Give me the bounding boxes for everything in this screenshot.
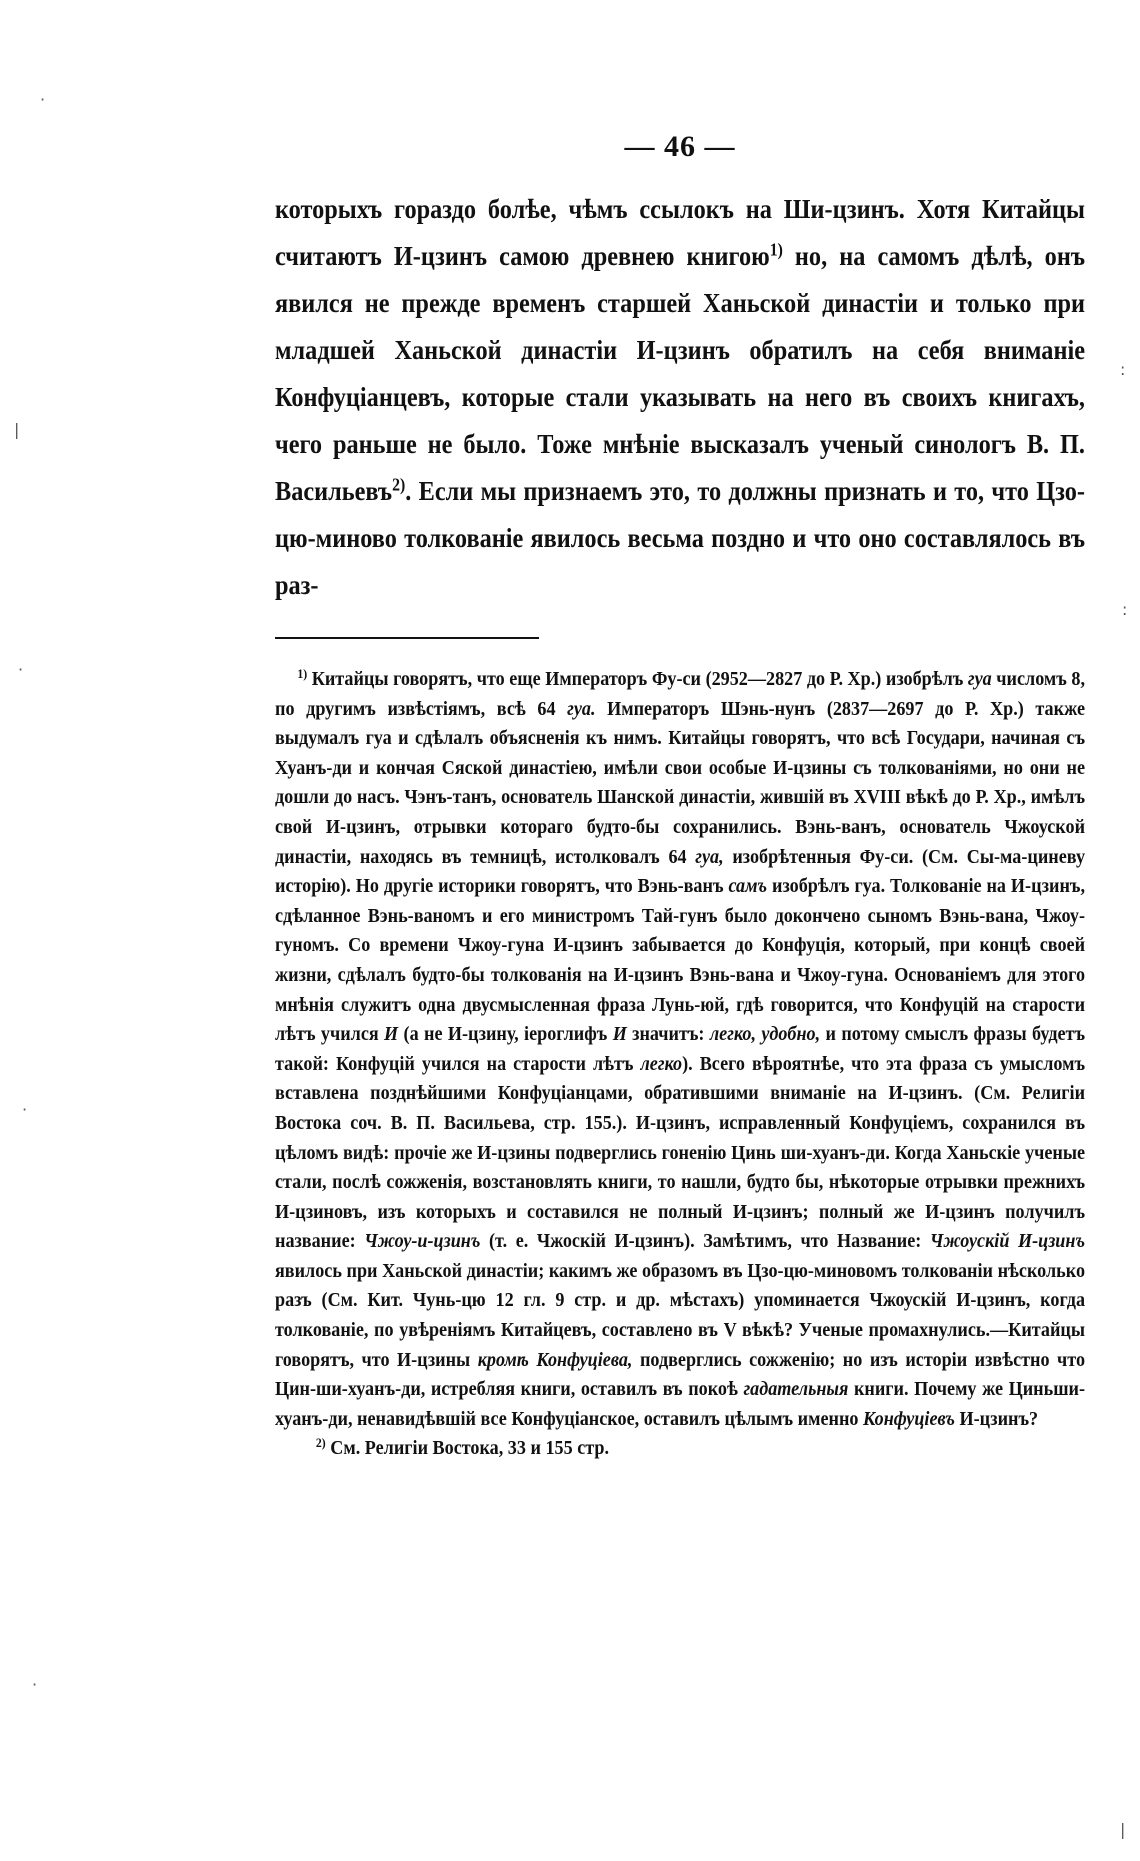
footnote-italic: гуа,: [695, 846, 724, 868]
footnote-ref-1[interactable]: 1): [769, 239, 783, 260]
footnote-italic: Чжоу-и-цзинъ: [364, 1231, 481, 1253]
footnotes: [275, 665, 1085, 1464]
scan-speck: |: [1120, 1820, 1126, 1839]
footnote-text: значитъ:: [626, 1024, 710, 1046]
footnote-1: [275, 665, 1085, 1434]
footnote-2-text: См. Религiи Востока, 33 и 155 стр.: [325, 1438, 610, 1460]
scan-speck: |: [14, 420, 20, 439]
footnote-italic: кромѣ Конфуцiева,: [477, 1349, 633, 1371]
scan-speck: :: [1122, 600, 1128, 619]
footnote-italic: гуа: [967, 669, 992, 690]
footnote-text: И-цзинъ?: [954, 1408, 1039, 1430]
footnote-italic: легко: [640, 1053, 683, 1075]
main-text-part-2: но, на самомъ дѣлѣ, онъ явился не прежде временъ старшей Ханьской династiи и только при младшей Ханьской династiи И-цзинъ обратилъ на себя вниманiе Конфуцiанцевъ, которые стали указывать на него въ своихъ книгахъ, чего раньше не было. Тоже мнѣнiе высказалъ ученый синологъ В. П. Васильевъ: [275, 241, 1085, 506]
footnote-1-marker: 1): [297, 667, 308, 682]
footnote-2: [275, 1434, 1085, 1464]
footnote-italic: И: [384, 1024, 399, 1046]
footnote-text: Императоръ Шэнь-нунъ (2837—2697 до Р. Хр.) также выдумалъ гуа и сдѣлалъ объясненiя къ нимъ. Китайцы говорятъ, что всѣ Государи, начиная съ Хуанъ-ди и кончая Сяской династiею, имѣли свои особые И-цзины съ толкованiями, но они не дошли до насъ. Чэнъ-танъ, основатель Шанской династiи, жившiй въ XVIII вѣкѣ до Р. Хр., имѣлъ свой И-цзинъ, отрывки котораго будто-бы сохранились. Вэнь-ванъ, основатель Чжоуской династiи, находясь въ темницѣ, истолковалъ 64: [275, 698, 1086, 868]
main-text-part-3: . Если мы признаемъ это, то должны признать и то, что Цзо-цю-миново толкованiе явилось весьма поздно и что оно составлялось въ раз-: [275, 476, 1085, 600]
page-number: — 46 —: [624, 130, 736, 163]
footnote-text: ). Всего вѣроятнѣе, что эта фраза съ умысломъ вставлена позднѣйшими Конфуцiанцами, обратившими вниманiе на И-цзинъ. (См. Религiи Востока соч. В. П. Васильева, стр. 155.). И-цзинъ, исправленный Конфуцiемъ, сохранился въ цѣломъ видѣ: прочiе же И-цзины подверглись гоненiю Цинь ши-хуанъ-ди. Когда Ханьскiе ученые стали, послѣ сожженiя, возстановлять книги, то нашли, будто бы, нѣкоторые отрывки прежнихъ И-цзиновъ, изъ которыхъ и составился не полный И-цзинъ; полный же И-цзинъ получилъ название:: [275, 1053, 1086, 1253]
scan-speck: ·: [18, 660, 24, 679]
footnote-italic: Чжоускiй И-цзинъ: [929, 1231, 1086, 1253]
footnote-ref-2[interactable]: 2): [392, 474, 406, 495]
footnote-text: явилось при Ханьской династiи; какимъ же образомъ въ Цзо-цю-миновомъ толкованiи нѣсколько разъ (См. Кит. Чунь-цю 12 гл. 9 стр. и др. мѣстахъ) упоминается Чжоускiй И-цзинъ, когда толкованiе, по увѣренiямъ Китайцевъ, составлено въ V вѣкѣ? Ученые промахнулись.—Китайцы говорятъ, что И-цзины: [275, 1260, 1086, 1371]
page: [275, 130, 1085, 1464]
scan-speck: ·: [40, 90, 46, 109]
footnote-italic: гуа.: [567, 698, 596, 720]
footnote-text: изобрѣтенныя Фу-си. (См. Сы-ма-циневу исторiю). Но другiе историки говорятъ, что Вэнь-ванъ: [275, 846, 1086, 898]
footnote-separator: [275, 637, 539, 639]
main-text-part-1: которыхъ гораздо болѣе, чѣмъ ссылокъ на Ши-цзинъ. Хотя Китайцы считаютъ И-цзинъ самою древнею книгою: [275, 194, 1085, 271]
scan-speck: ·: [32, 1675, 38, 1694]
footnote-text: Китайцы говорятъ, что еще Императоръ Фу-си (2952—2827 до Р. Хр.) изобрѣлъ: [307, 669, 968, 690]
footnote-italic: легко, удобно,: [709, 1024, 821, 1046]
footnote-italic: Конфуцiевъ: [863, 1408, 955, 1430]
footnote-text: и потому смыслъ фразы будетъ такой: Конфуцiй учился на старости лѣтъ: [275, 1024, 1086, 1075]
footnote-italic: самъ: [728, 876, 768, 898]
footnote-text: изобрѣлъ гуа. Толкованiе на И-цзинъ, сдѣланное Вэнь-ваномъ и его министромъ Тай-гунъ было докончено сыномъ Вэнь-вана, Чжоу-гуномъ. Со времени Чжоу-гуна И-цзинъ забывается до Конфуцiя, который, при концѣ своей жизни, сдѣлалъ будто-бы толкованiя на И-цзинъ Вэнь-вана и Чжоу-гуна. Основанiемъ для этого мнѣнiя служитъ одна двусмысленная фраза Лунь-юй, гдѣ говорится, что Конфуцiй на старости лѣтъ учился: [275, 876, 1086, 1046]
footnote-italic: гадательныя: [743, 1379, 849, 1401]
footnote-text: книги. Почему же Циньши-хуанъ-ди, ненавидѣвшiй все Конфуцiанское, оставилъ цѣлымъ именно: [275, 1379, 1086, 1430]
footnote-text: подверглись сожженiю; но изъ исторiи извѣстно что Цин-ши-хуанъ-ди, истребляя книги, оставилъ въ покоѣ: [275, 1349, 1086, 1401]
footnote-text: (а не И-цзину, iероглифъ: [398, 1024, 613, 1046]
main-text: [275, 186, 1085, 609]
footnote-text: (т. е. Чжоскiй И-цзинъ). Замѣтимъ, что Название:: [480, 1231, 930, 1253]
footnote-italic: И: [612, 1024, 627, 1046]
scan-speck: ·: [22, 1100, 28, 1119]
scan-speck: :: [1120, 360, 1126, 379]
footnote-text: числомъ 8, по другимъ извѣстiямъ, всѣ 64: [275, 669, 1086, 720]
footnote-2-marker: 2): [315, 1436, 326, 1451]
main-paragraph: [275, 186, 1085, 609]
